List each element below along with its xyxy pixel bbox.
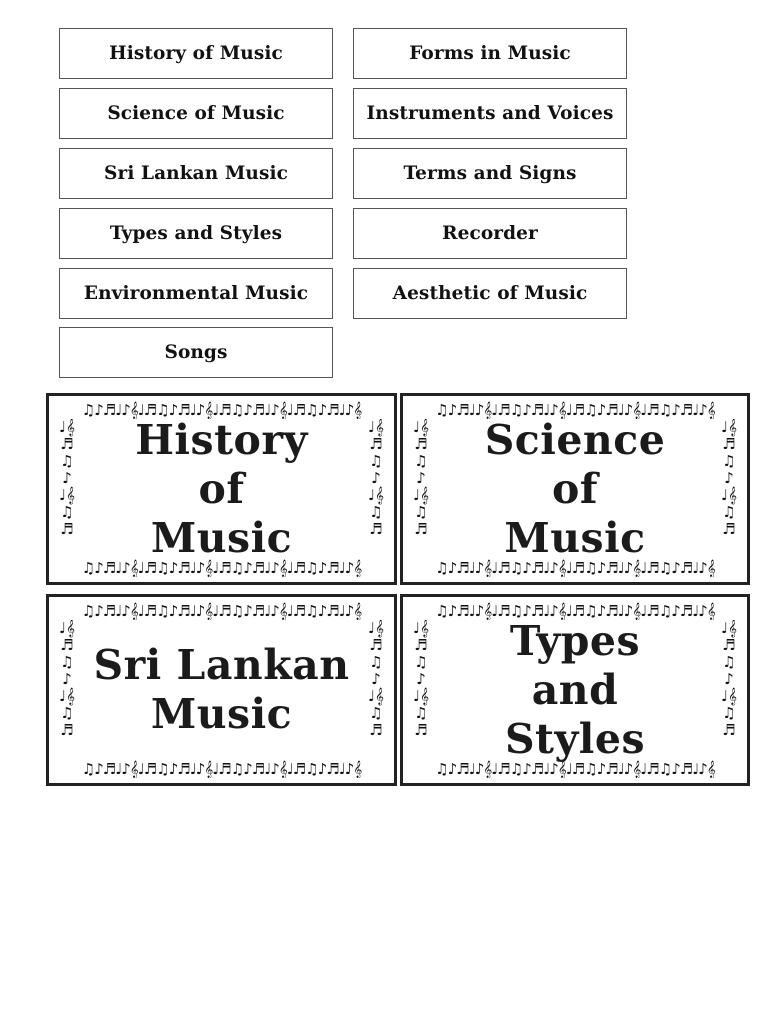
music-notes-icon: ♩𝄞♬♫♪♩𝄞♫♬ <box>413 620 429 739</box>
card-science-of-music <box>400 393 750 585</box>
card-types-and-styles <box>400 594 750 786</box>
label-instruments-and-voices: Instruments and Voices <box>353 88 627 139</box>
music-notes-icon: ♩𝄞♬♫♪♩𝄞♫♬ <box>413 419 429 538</box>
card-title: Types and Styles <box>504 616 646 763</box>
music-notes-icon: ♫♪♬♩♪𝄞♩♬♫♪♬♩♪𝄞♩♬♫♪♬♩♪𝄞♩♬♫♪♬♩♪𝄞 <box>435 760 715 778</box>
music-notes-icon: ♩𝄞♬♫♪♩𝄞♫♬ <box>59 620 75 739</box>
music-notes-icon: ♫♪♬♩♪𝄞♩♬♫♪♬♩♪𝄞♩♬♫♪♬♩♪𝄞♩♬♫♪♬♩♪𝄞 <box>81 760 362 778</box>
label-songs: Songs <box>59 327 333 378</box>
label-sri-lankan-music: Sri Lankan Music <box>59 148 333 199</box>
label-recorder: Recorder <box>353 208 627 259</box>
label-history-of-music: History of Music <box>59 28 333 79</box>
label-aesthetic-of-music: Aesthetic of Music <box>353 268 627 319</box>
music-notes-icon: ♩𝄞♬♫♪♩𝄞♫♬ <box>721 419 737 538</box>
music-notes-icon: ♫♪♬♩♪𝄞♩♬♫♪♬♩♪𝄞♩♬♫♪♬♩♪𝄞♩♬♫♪♬♩♪𝄞 <box>435 602 715 620</box>
card-title: Sri Lankan Music <box>93 641 350 738</box>
card-title: Science of Music <box>484 415 666 562</box>
label-science-of-music: Science of Music <box>59 88 333 139</box>
music-notes-icon: ♩𝄞♬♫♪♩𝄞♫♬ <box>59 419 75 538</box>
label-terms-and-signs: Terms and Signs <box>353 148 627 199</box>
card-sri-lankan-music <box>46 594 397 786</box>
card-history-of-music <box>46 393 397 585</box>
music-notes-icon: ♫♪♬♩♪𝄞♩♬♫♪♬♩♪𝄞♩♬♫♪♬♩♪𝄞♩♬♫♪♬♩♪𝄞 <box>81 559 362 577</box>
label-types-and-styles: Types and Styles <box>59 208 333 259</box>
card-title: History of Music <box>135 415 308 562</box>
music-notes-icon: ♩𝄞♬♫♪♩𝄞♫♬ <box>368 620 384 739</box>
label-environmental-music: Environmental Music <box>59 268 333 319</box>
music-notes-icon: ♩𝄞♬♫♪♩𝄞♫♬ <box>368 419 384 538</box>
music-notes-icon: ♫♪♬♩♪𝄞♩♬♫♪♬♩♪𝄞♩♬♫♪♬♩♪𝄞♩♬♫♪♬♩♪𝄞 <box>81 602 362 620</box>
music-notes-icon: ♫♪♬♩♪𝄞♩♬♫♪♬♩♪𝄞♩♬♫♪♬♩♪𝄞♩♬♫♪♬♩♪𝄞 <box>435 401 715 419</box>
label-forms-in-music: Forms in Music <box>353 28 627 79</box>
music-notes-icon: ♫♪♬♩♪𝄞♩♬♫♪♬♩♪𝄞♩♬♫♪♬♩♪𝄞♩♬♫♪♬♩♪𝄞 <box>81 401 362 419</box>
music-notes-icon: ♩𝄞♬♫♪♩𝄞♫♬ <box>721 620 737 739</box>
music-notes-icon: ♫♪♬♩♪𝄞♩♬♫♪♬♩♪𝄞♩♬♫♪♬♩♪𝄞♩♬♫♪♬♩♪𝄞 <box>435 559 715 577</box>
